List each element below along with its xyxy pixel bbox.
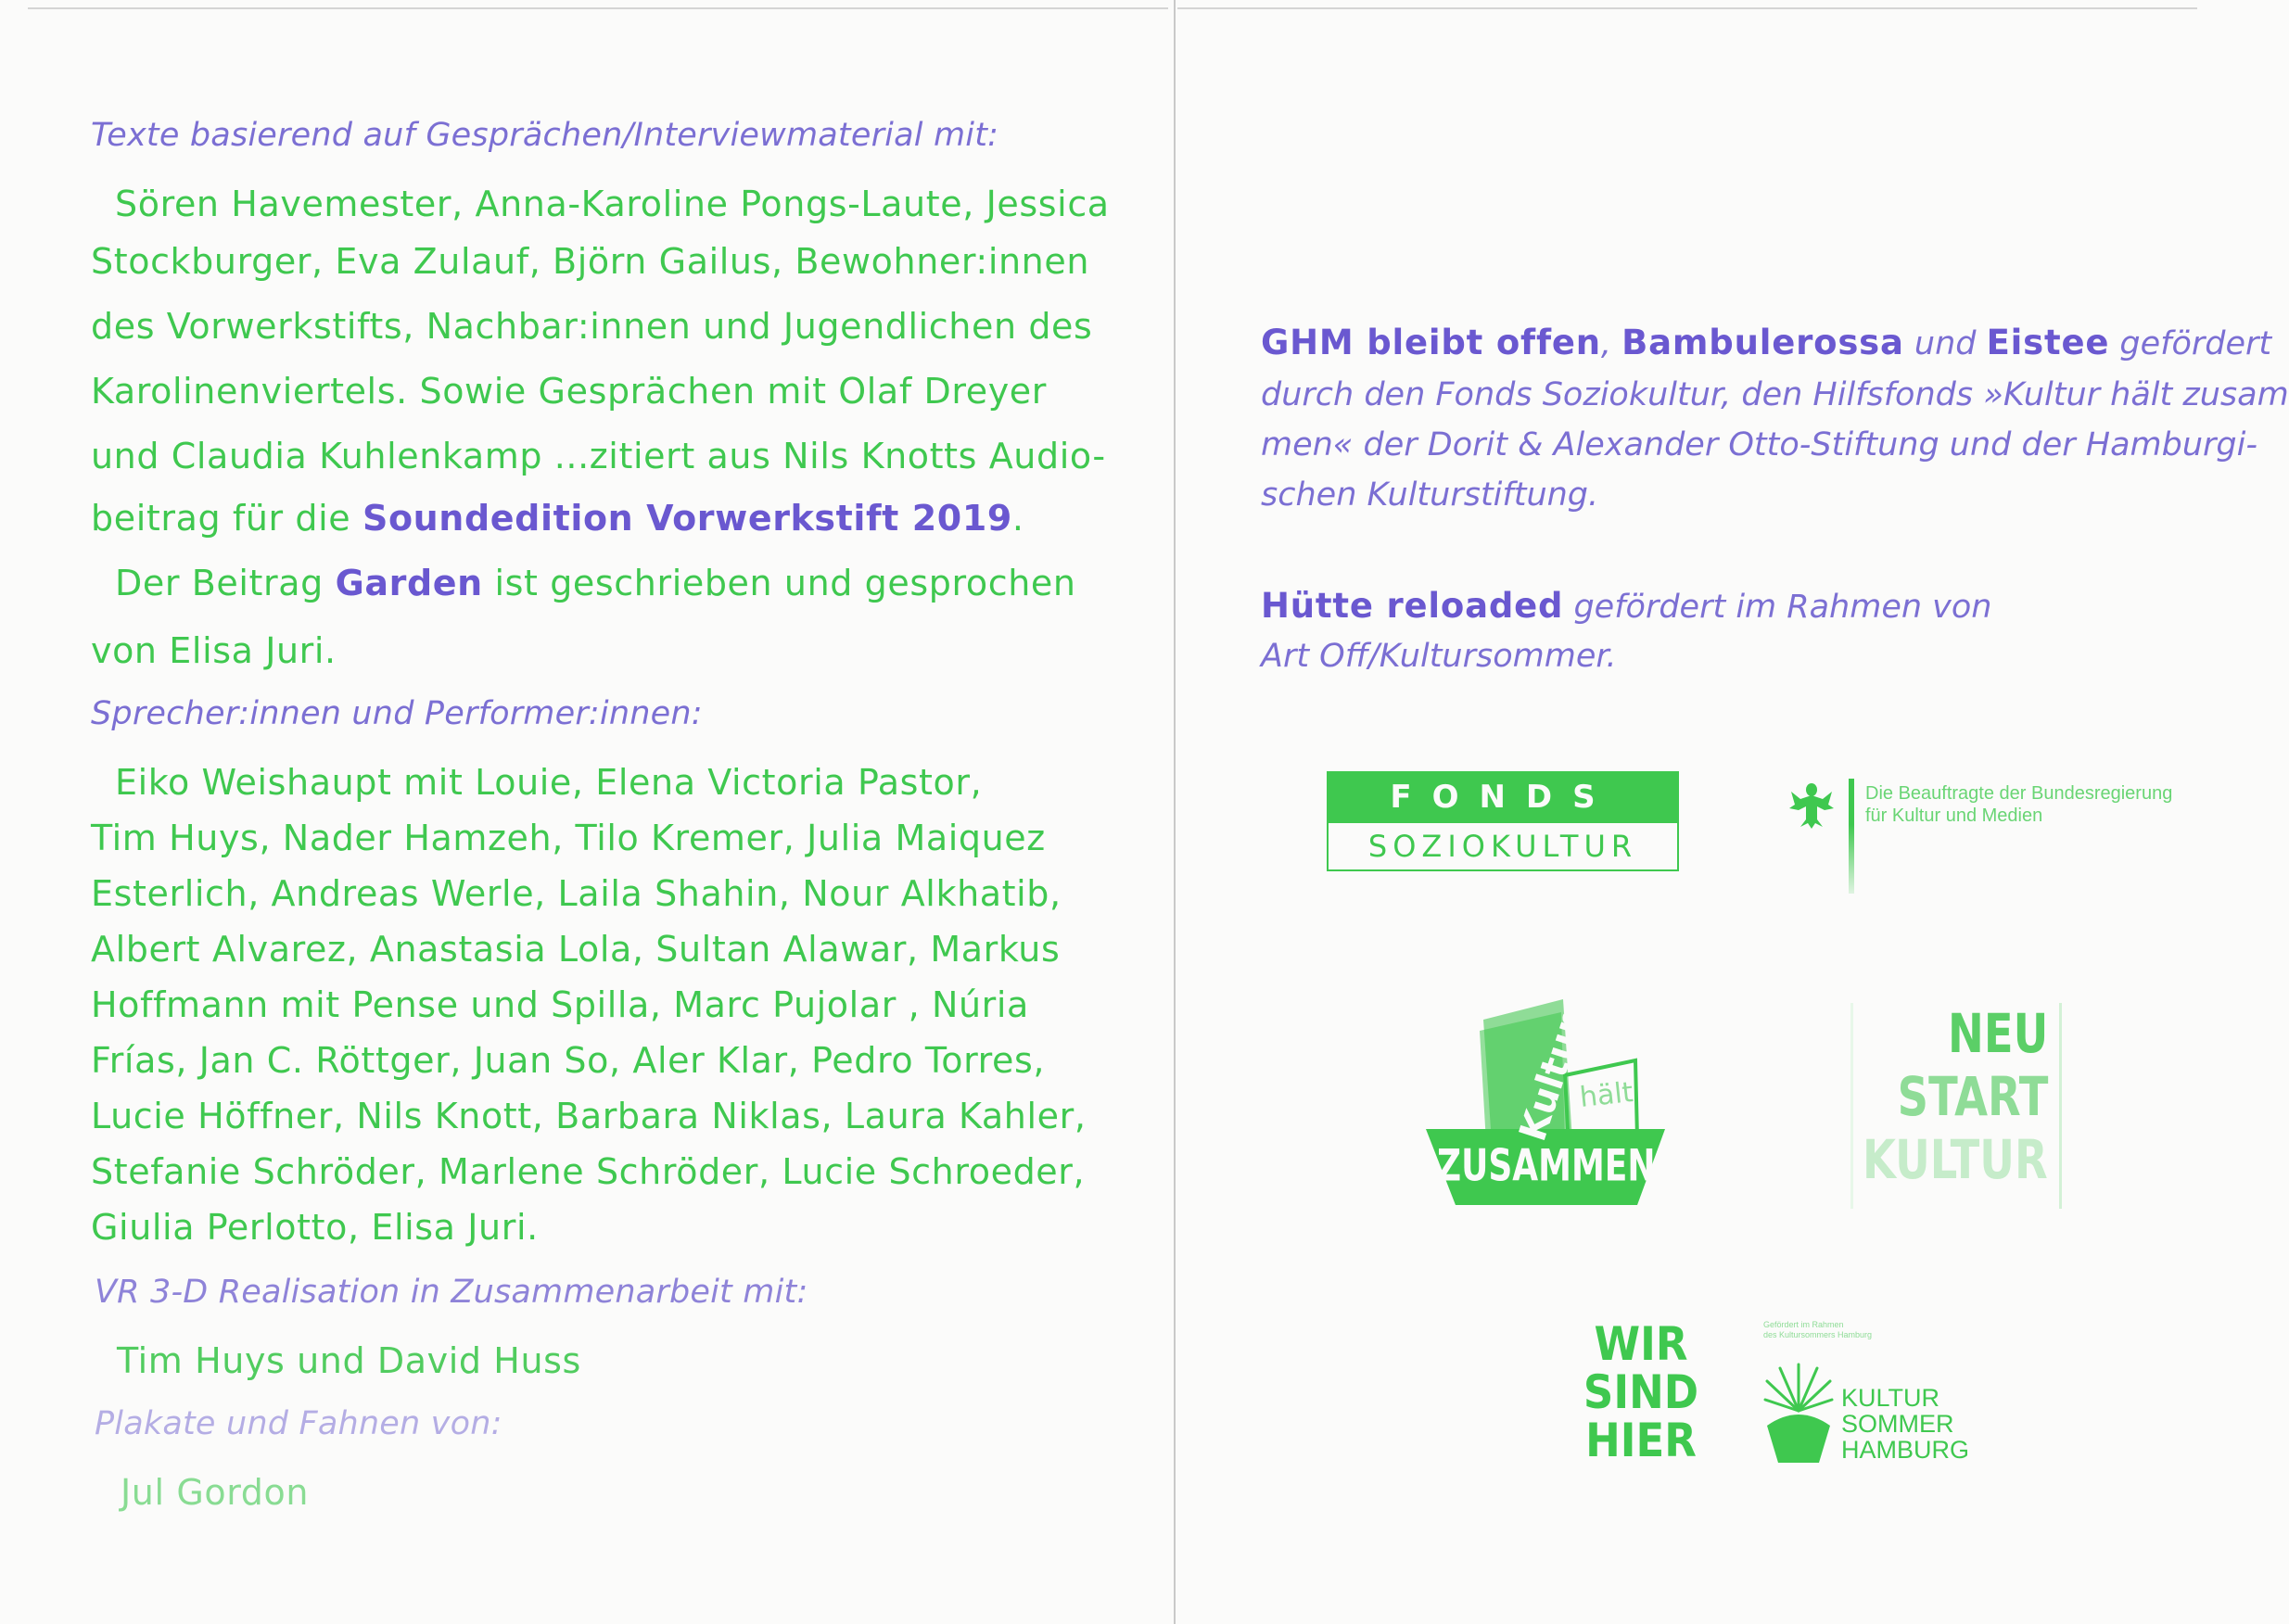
speakers-line: Eiko Weishaupt mit Louie, Elena Victoria Pastor, <box>115 762 983 803</box>
funding-2-rest: gefördert im Rahmen von <box>1563 589 1992 626</box>
ksh-wordmark <box>1841 1385 1969 1463</box>
speakers-line: Tim Huys, Nader Hamzeh, Tilo Kremer, Julia Maiquez <box>91 818 1046 858</box>
federal-eagle-icon <box>1787 779 1836 831</box>
neustart-line-2: START <box>1897 1065 2048 1128</box>
wir-sind-hier-logo <box>1576 1317 1706 1468</box>
neustart-kultur-logo <box>1850 1003 2062 1209</box>
funding-bold-bambulerossa: Bambulerossa <box>1621 323 1904 362</box>
bkm-line-2: für Kultur und Medien <box>1865 806 2043 826</box>
bkm-text <box>1865 782 2172 827</box>
fonds-bottom-band <box>1327 823 1679 871</box>
khz-kultur-text: Kultur <box>1511 1009 1593 1147</box>
speakers-line: Hoffmann mit Pense und Spilla, Marc Pujolar , Núria <box>91 984 1029 1025</box>
wir-line-1: WIR <box>1594 1317 1688 1371</box>
ksh-line-2: SOMMER <box>1841 1410 1954 1438</box>
neustart-line-1: NEU <box>1947 1002 2048 1065</box>
texts-line: Karolinenviertels. Sowie Gesprächen mit Olaf Dreyer <box>91 371 1047 412</box>
kultur-haelt-zusammen-logo <box>1426 983 1667 1233</box>
garden-line-2: von Elisa Juri. <box>91 630 337 671</box>
garden-suffix: ist geschrieben und gesprochen <box>494 563 1076 603</box>
ksh-small-1: Gefördert im Rahmen <box>1763 1320 1844 1329</box>
bkm-logo <box>1787 775 2195 895</box>
funding-bold-huette: Hütte reloaded <box>1261 586 1564 626</box>
neustart-line-3: KULTUR <box>1863 1128 2048 1191</box>
ksh-line-1: KULTUR <box>1841 1384 1940 1412</box>
heading-speakers: Sprecher:innen und Performer:innen: <box>91 695 703 732</box>
right-page <box>1176 0 2289 1624</box>
wir-line-3: HIER <box>1585 1414 1697 1467</box>
texts-line: Stockburger, Eva Zulauf, Björn Gailus, Bewohner:innen <box>91 241 1090 282</box>
texts-line: des Vorwerkstifts, Nachbar:innen und Jugendlichen des <box>91 306 1093 347</box>
texts-line: Sören Havemester, Anna-Karoline Pongs-Laute, Jessica <box>115 184 1110 224</box>
funding-1-line-3: men« der Dorit & Alexander Otto-Stiftung und der Hamburgi- <box>1261 426 2258 463</box>
speakers-line: Giulia Perlotto, Elisa Juri. <box>91 1207 539 1248</box>
heading-vr: VR 3-D Realisation in Zusammenarbeit mit: <box>95 1274 808 1311</box>
poster-names: Jul Gordon <box>121 1472 310 1513</box>
funding-2-line-2: Art Off/Kultursommer. <box>1261 638 1617 675</box>
ksh-line-3: HAMBURG <box>1841 1436 1970 1464</box>
funding-bold-ghm: GHM bleibt offen <box>1261 323 1601 362</box>
funding-1-line-1 <box>1261 323 2271 362</box>
speakers-line: Frías, Jan C. Röttger, Juan So, Aler Klar, Pedro Torres, <box>91 1040 1046 1081</box>
texts-last-prefix: beitrag für die <box>91 498 351 539</box>
sun-icon <box>1763 1361 1834 1463</box>
funding-1-line-2: durch den Fonds Soziokultur, den Hilfsfonds »Kultur hält zusam <box>1261 376 2289 413</box>
kultursommer-hamburg-logo <box>1763 1320 1995 1468</box>
soundedition-title: Soundedition Vorwerkstift 2019 <box>362 498 1012 539</box>
speakers-line: Lucie Höffner, Nils Knott, Barbara Niklas, Laura Kahler, <box>91 1096 1087 1136</box>
wir-line-2: SIND <box>1583 1365 1699 1419</box>
heading-texts: Texte basierend auf Gesprächen/Interviewmaterial mit: <box>91 117 999 154</box>
vr-names: Tim Huys und David Huss <box>117 1340 581 1381</box>
funding-verb: gefördert <box>2109 325 2272 362</box>
texts-last-suffix: . <box>1011 498 1024 539</box>
fonds-top-text: FONDS <box>1390 779 1616 816</box>
funding-1-line-4: schen Kulturstiftung. <box>1261 476 1599 514</box>
garden-title: Garden <box>335 563 483 603</box>
speakers-line: Albert Alvarez, Anastasia Lola, Sultan Alawar, Markus <box>91 929 1061 970</box>
fonds-soziokultur-logo <box>1327 771 1679 873</box>
heading-posters: Plakate und Fahnen von: <box>95 1405 502 1442</box>
khz-zusammen-text: ZUSAMMEN <box>1437 1141 1656 1192</box>
bkm-divider <box>1849 779 1854 894</box>
fonds-bottom-text: SOZIOKULTUR <box>1367 829 1638 864</box>
texts-line-last <box>91 498 1024 539</box>
speakers-line: Stefanie Schröder, Marlene Schröder, Lucie Schroeder, <box>91 1151 1086 1192</box>
garden-line <box>115 563 1076 603</box>
funding-2-line-1 <box>1261 586 1991 626</box>
ksh-small-2: des Kultursommers Hamburg <box>1763 1330 1873 1339</box>
funding-and: und <box>1903 325 1987 362</box>
bkm-line-1: Die Beauftragte der Bundesregierung <box>1865 783 2173 804</box>
fonds-top-band <box>1327 771 1679 823</box>
garden-prefix: Der Beitrag <box>115 563 324 603</box>
funding-bold-eistee: Eistee <box>1986 323 2110 362</box>
khz-haelt-text: hält <box>1578 1076 1635 1114</box>
speakers-line: Esterlich, Andreas Werle, Laila Shahin, Nour Alkhatib, <box>91 873 1062 914</box>
funding-sep: , <box>1600 325 1622 362</box>
texts-line: und Claudia Kuhlenkamp ...zitiert aus Nils Knotts Audio- <box>91 436 1106 476</box>
ksh-small-text <box>1763 1320 1872 1340</box>
